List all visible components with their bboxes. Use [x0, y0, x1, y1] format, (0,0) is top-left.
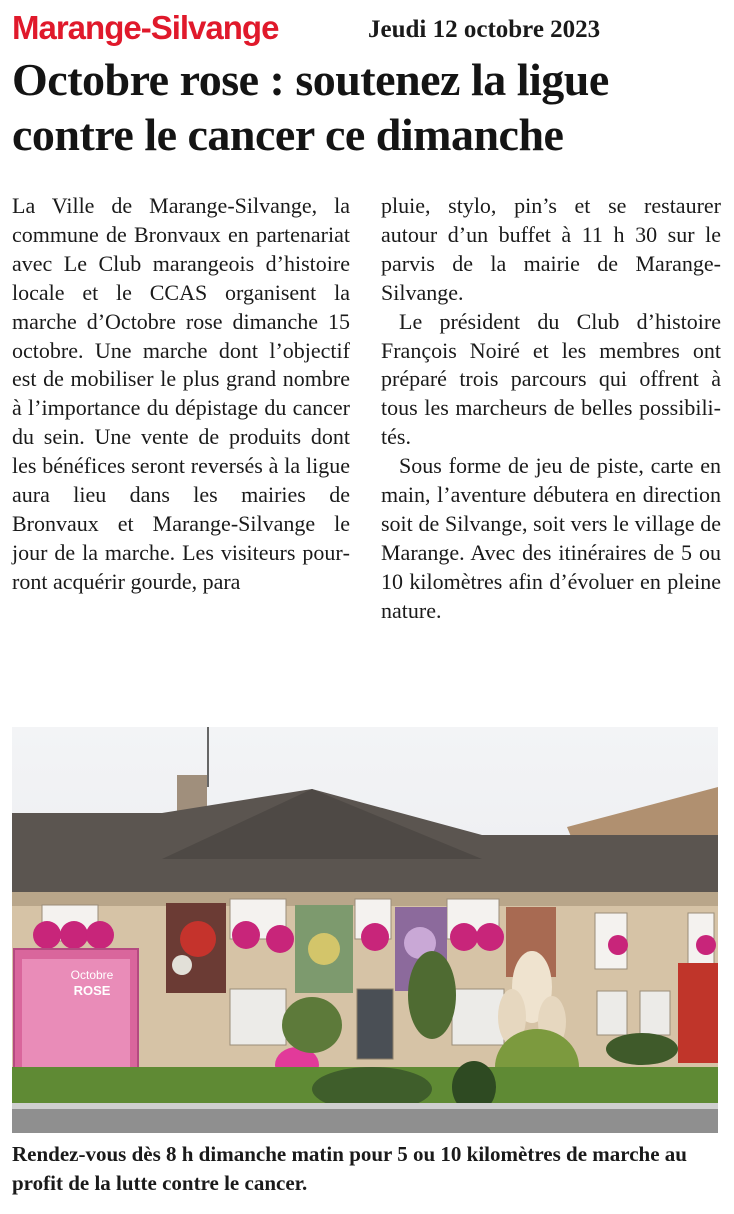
banner-title: Octobre	[70, 968, 114, 982]
window	[597, 991, 627, 1035]
body-column-left	[12, 192, 350, 597]
photo-caption: Rendez-vous dès 8 h dimanche matin pour 5 ou 10 kilomètres de marche au profit de la lutte contre le cancer.	[12, 1142, 687, 1195]
publication-date: Jeudi 12 octobre 2023	[368, 16, 601, 43]
headline: Octobre rose : soutenez la ligue contre le cancer ce dimanche	[12, 54, 609, 160]
shrub	[408, 951, 456, 1039]
red-door	[678, 963, 718, 1063]
shrub	[606, 1033, 678, 1065]
door	[357, 989, 393, 1059]
window	[452, 989, 504, 1045]
body-column-right	[381, 192, 721, 626]
body-paragraph: Le président du Club d’histoire François Noiré et les membres ont préparé trois parcours qui offrent à tous les marcheurs de belles possibilités.	[381, 308, 721, 450]
section-title: Marange-Silvange	[12, 9, 279, 46]
body-paragraph: pluie, stylo, pin’s et se restaurer autour d’un buffet à 11 h 30 sur le parvis de la mairie de Marange-Silvange.	[381, 193, 721, 305]
road	[12, 1109, 718, 1133]
body-paragraph: La Ville de Marange-Silvange, la commune de Bronvaux en partenariat avec Le Club marangeois d’histoire locale et le CCAS organisent la marche d’Octobre rose dimanche 15 octobre. Une marche dont l’objectif est de mobiliser le plus grand nombre à l’importance du dépistage du cancer du sein. Une vente de produits dont les bénéfices seront reversés à la ligue aura lieu dans les mairies de Bronvaux et Marange-Silvange le jour de la marche. Les visiteurs pourront acquérir gourde, para	[12, 193, 350, 594]
article-photo	[12, 727, 718, 1133]
shrub	[282, 997, 342, 1053]
banner-subtitle: ROSE	[73, 983, 111, 998]
window	[640, 991, 670, 1035]
body-paragraph: Sous forme de jeu de piste, carte en main, l’aventure débutera en direction soit de Silvange, soit vers le village de Marange. Avec des itinéraires de 5 ou 10 kilomètres afin d’évoluer en pleine nature.	[381, 453, 721, 623]
town-hall-photo	[12, 727, 718, 1133]
window	[230, 989, 286, 1045]
curb	[12, 1103, 718, 1109]
article-header	[12, 6, 724, 50]
